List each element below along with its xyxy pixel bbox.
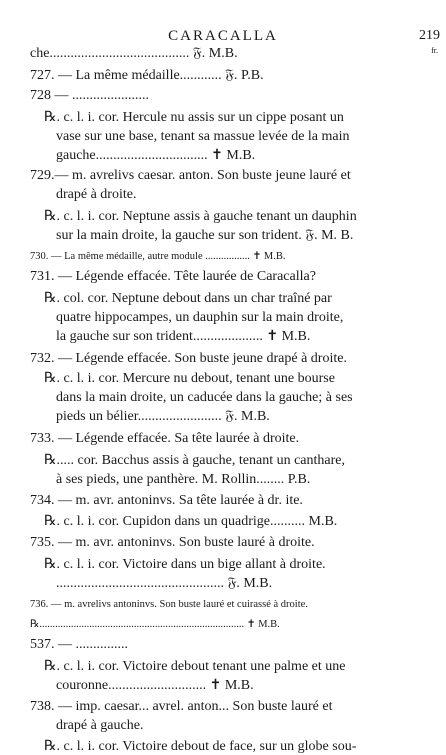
text-line: drapé à droite.: [56, 187, 137, 202]
text-line: 735. — m. avr. antoninvs. Son buste lauré à droite.: [30, 535, 315, 550]
text-line: 537. — ...............: [30, 637, 128, 652]
running-title: CARACALLA: [168, 28, 278, 44]
text-line: ℞. c. l. i. cor. Victoire debout de face, sur un globe sou-: [44, 739, 357, 754]
text-line: ℞. c. l. i. cor. Victoire debout tenant une palme et une: [44, 659, 346, 674]
text-line: ................................................ 𝔉. M.B.: [56, 576, 273, 591]
text-line: 729.— m. avrelivs caesar. anton. Son buste jeune lauré et: [30, 168, 351, 183]
text-line: drapé à gauche.: [56, 718, 144, 733]
text-line: che........................................ 𝔉. M.B.: [30, 46, 238, 61]
text-line: ℞. c. l. i. cor. Victoire dans un bige allant à droite.: [44, 557, 326, 572]
page-number: 219: [419, 28, 440, 43]
text-line: 727. — La même médaille............ 𝔉. P.B.: [30, 68, 264, 83]
text-line: quatre hippocampes, un dauphin sur la main droite,: [56, 310, 344, 325]
text-line: 728 — ......................: [30, 88, 149, 103]
text-line: ℞. c. l. i. cor. Cupidon dans un quadrige.......... M.B.: [44, 514, 338, 529]
text-line: la gauche sur son trident.................... ✝ M.B.: [56, 329, 311, 344]
text-line: 738. — imp. caesar... avrel. anton... Son buste lauré et: [30, 699, 333, 714]
text-line: 736. — m. avrelivs antoninvs. Son buste lauré et cuirassé à droite.: [30, 599, 308, 610]
text-line: 733. — Légende effacée. Sa tête laurée à droite.: [30, 431, 300, 446]
text-line: 732. — Légende effacée. Son buste jeune drapé à droite.: [30, 351, 347, 366]
text-line: ℞. col. cor. Neptune debout dans un char traîné par: [44, 291, 332, 306]
text-line: ℞. c. l. i. cor. Neptune assis à gauche tenant un dauphin: [44, 209, 357, 224]
text-line: vase sur une base, tenant sa massue levée de la main: [56, 129, 350, 144]
text-line: 731. — Légende effacée. Tête laurée de Caracalla?: [30, 269, 316, 284]
text-line: 730. — La même médaille, autre module ................. ✝ M.B.: [30, 251, 286, 262]
text-line: couronne............................ ✝ M.B.: [56, 678, 254, 693]
text-line: ℞. c. l. i. cor. Hercule nu assis sur un cippe posant un: [44, 110, 344, 125]
text-line: gauche................................ ✝ M.B.: [56, 148, 256, 163]
text-line: ℞.............................................................................. ✝ M.B.: [30, 619, 280, 630]
text-line: sur la main droite, la gauche sur son trident. 𝔉. M. B.: [56, 228, 354, 243]
text-line: dans la main droite, un caducée dans la gauche; à ses: [56, 390, 353, 405]
text-line: ℞. c. l. i. cor. Mercure nu debout, tenant une bourse: [44, 371, 335, 386]
text-line: 734. — m. avr. antoninvs. Sa tête laurée à dr. ite.: [30, 493, 303, 508]
text-line: pieds un bélier........................ 𝔉. M.B.: [56, 409, 270, 424]
page-mark: fr.: [431, 46, 438, 55]
text-line: à ses pieds, une panthère. M. Rollin........ P.B.: [56, 472, 311, 487]
text-line: ℞..... cor. Bacchus assis à gauche, tenant un canthare,: [44, 453, 345, 468]
